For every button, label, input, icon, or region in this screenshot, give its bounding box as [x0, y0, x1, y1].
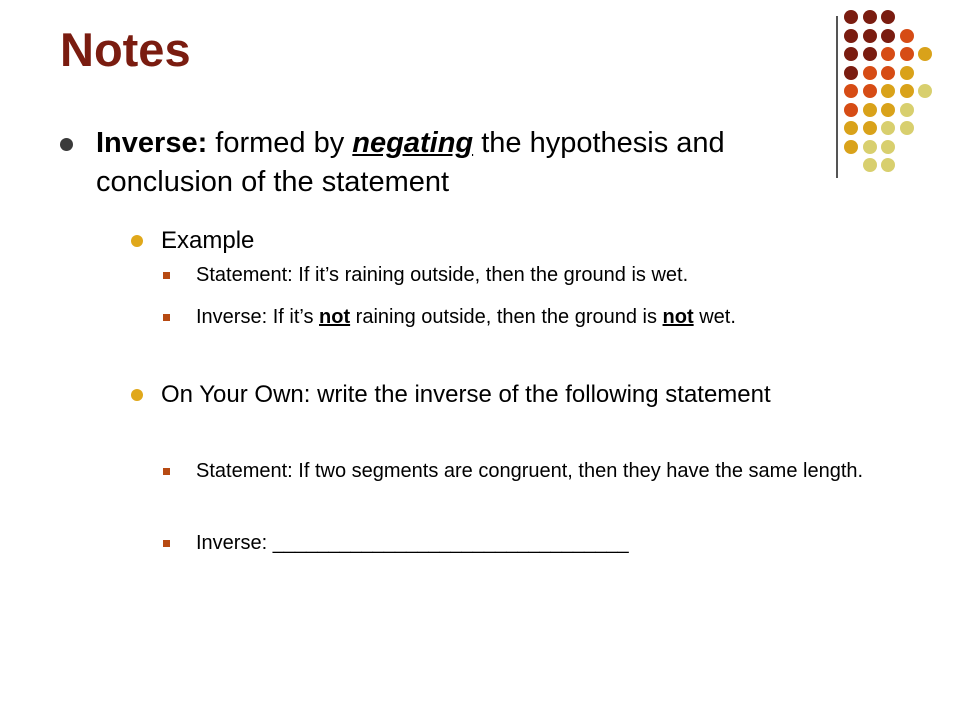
round-bullet-icon	[60, 138, 73, 151]
decorative-dot	[900, 29, 914, 43]
example-inverse-text-a: Inverse: If it’s	[196, 306, 320, 328]
decorative-dot	[863, 10, 877, 24]
not-underline-2: not	[662, 306, 694, 328]
example-inverse-text-c: wet.	[693, 306, 736, 328]
decorative-dot	[918, 47, 932, 61]
on-your-own-label: On Your Own: write the inverse of the following statement	[161, 381, 771, 408]
definition-text-before: formed by	[207, 127, 353, 159]
decorative-dot	[900, 103, 914, 117]
example-statement-text: Statement: If it’s raining outside, then the ground is wet.	[196, 264, 689, 286]
example-inverse-item	[163, 302, 883, 332]
negating-emphasis: negating	[352, 127, 474, 159]
on-your-own-inverse-item	[163, 528, 883, 558]
bullet-on-your-own	[131, 378, 851, 412]
definition-text-after: the hypothesis and conclusion of the statement	[96, 127, 725, 198]
inverse-keyword: Inverse:	[96, 127, 208, 159]
round-bullet-icon	[131, 389, 143, 401]
decorative-dot	[918, 84, 932, 98]
decorative-dot	[881, 84, 895, 98]
decorative-dot	[900, 121, 914, 135]
decorative-dot	[844, 66, 858, 80]
answer-blank: ________________________________	[272, 532, 629, 554]
decorative-dot	[863, 47, 877, 61]
decorative-dot	[900, 47, 914, 61]
example-label: Example	[161, 227, 255, 254]
square-bullet-icon	[163, 314, 170, 321]
decorative-dot	[881, 121, 895, 135]
decorative-dot	[863, 140, 877, 154]
example-inverse-text-b: raining outside, then the ground is	[350, 306, 663, 328]
decorative-dot	[881, 140, 895, 154]
square-bullet-icon	[163, 540, 170, 547]
decorative-dot	[863, 66, 877, 80]
decorative-dot	[844, 29, 858, 43]
bullet-example	[131, 224, 851, 258]
decorative-dot	[900, 84, 914, 98]
decorative-dot	[863, 84, 877, 98]
example-statement-item	[163, 260, 883, 290]
decorative-dot	[863, 158, 877, 172]
decorative-dot	[863, 29, 877, 43]
decorative-dot	[881, 158, 895, 172]
square-bullet-icon	[163, 468, 170, 475]
decorative-dot	[844, 84, 858, 98]
decorative-dot	[844, 103, 858, 117]
decorative-dot	[863, 103, 877, 117]
on-your-own-statement-text: Statement: If two segments are congruent, then they have the same length.	[196, 460, 864, 482]
not-underline-1: not	[319, 306, 351, 328]
on-your-own-statement-item	[163, 456, 883, 486]
square-bullet-icon	[163, 272, 170, 279]
bullet-inverse-definition	[60, 124, 850, 202]
decorative-dot	[863, 121, 877, 135]
decorative-dot	[881, 103, 895, 117]
decorative-dot	[881, 29, 895, 43]
inverse-label: Inverse:	[196, 532, 273, 554]
round-bullet-icon	[131, 235, 143, 247]
decorative-dot	[881, 10, 895, 24]
decorative-dot	[881, 66, 895, 80]
decorative-dot	[900, 66, 914, 80]
decorative-dot	[844, 47, 858, 61]
decorative-dot	[844, 10, 858, 24]
slide-title: Notes	[60, 23, 191, 76]
decorative-dot	[881, 47, 895, 61]
